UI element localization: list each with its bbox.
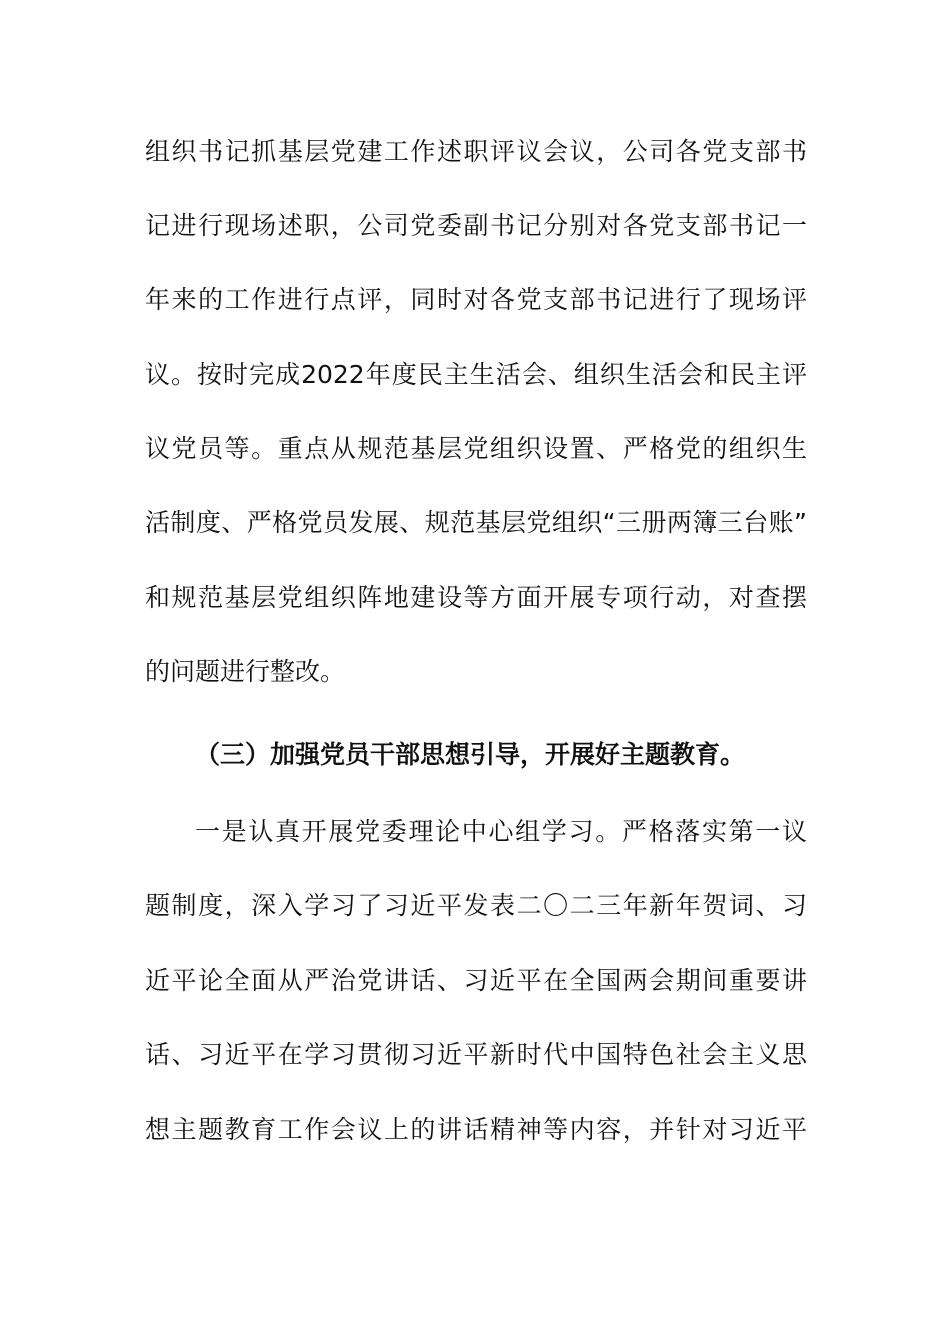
- paragraph-line: 议。按时完成2022年度民主生活会、组织生活会和民主评: [145, 360, 807, 389]
- paragraph-line: 年来的工作进行点评，同时对各党支部书记进行了现场评: [145, 285, 807, 314]
- paragraph-line: 和规范基层党组织阵地建设等方面开展专项行动，对查摆: [145, 583, 807, 612]
- section-heading: （三）加强党员干部思想引导，开展好主题教育。: [195, 740, 746, 769]
- paragraph-line: 活制度、严格党员发展、规范基层党组织“三册两簿三台账”: [145, 508, 807, 537]
- paragraph-line: 的问题进行整改。: [145, 657, 346, 686]
- paragraph-line: 议党员等。重点从规范基层党组织设置、严格党的组织生: [145, 434, 807, 463]
- paragraph-line: 记进行现场述职，公司党委副书记分别对各党支部书记一: [145, 211, 807, 240]
- paragraph-line: 想主题教育工作会议上的讲话精神等内容，并针对习近平: [145, 1115, 807, 1144]
- paragraph-line: 题制度，深入学习了习近平发表二〇二三年新年贺词、习: [145, 891, 807, 920]
- paragraph-line: 一是认真开展党委理论中心组学习。严格落实第一议: [195, 817, 807, 846]
- paragraph-line: 近平论全面从严治党讲话、习近平在全国两会期间重要讲: [145, 966, 807, 995]
- paragraph-line: 话、习近平在学习贯彻习近平新时代中国特色社会主义思: [145, 1040, 807, 1069]
- paragraph-line: 组织书记抓基层党建工作述职评议会议，公司各党支部书: [145, 137, 807, 166]
